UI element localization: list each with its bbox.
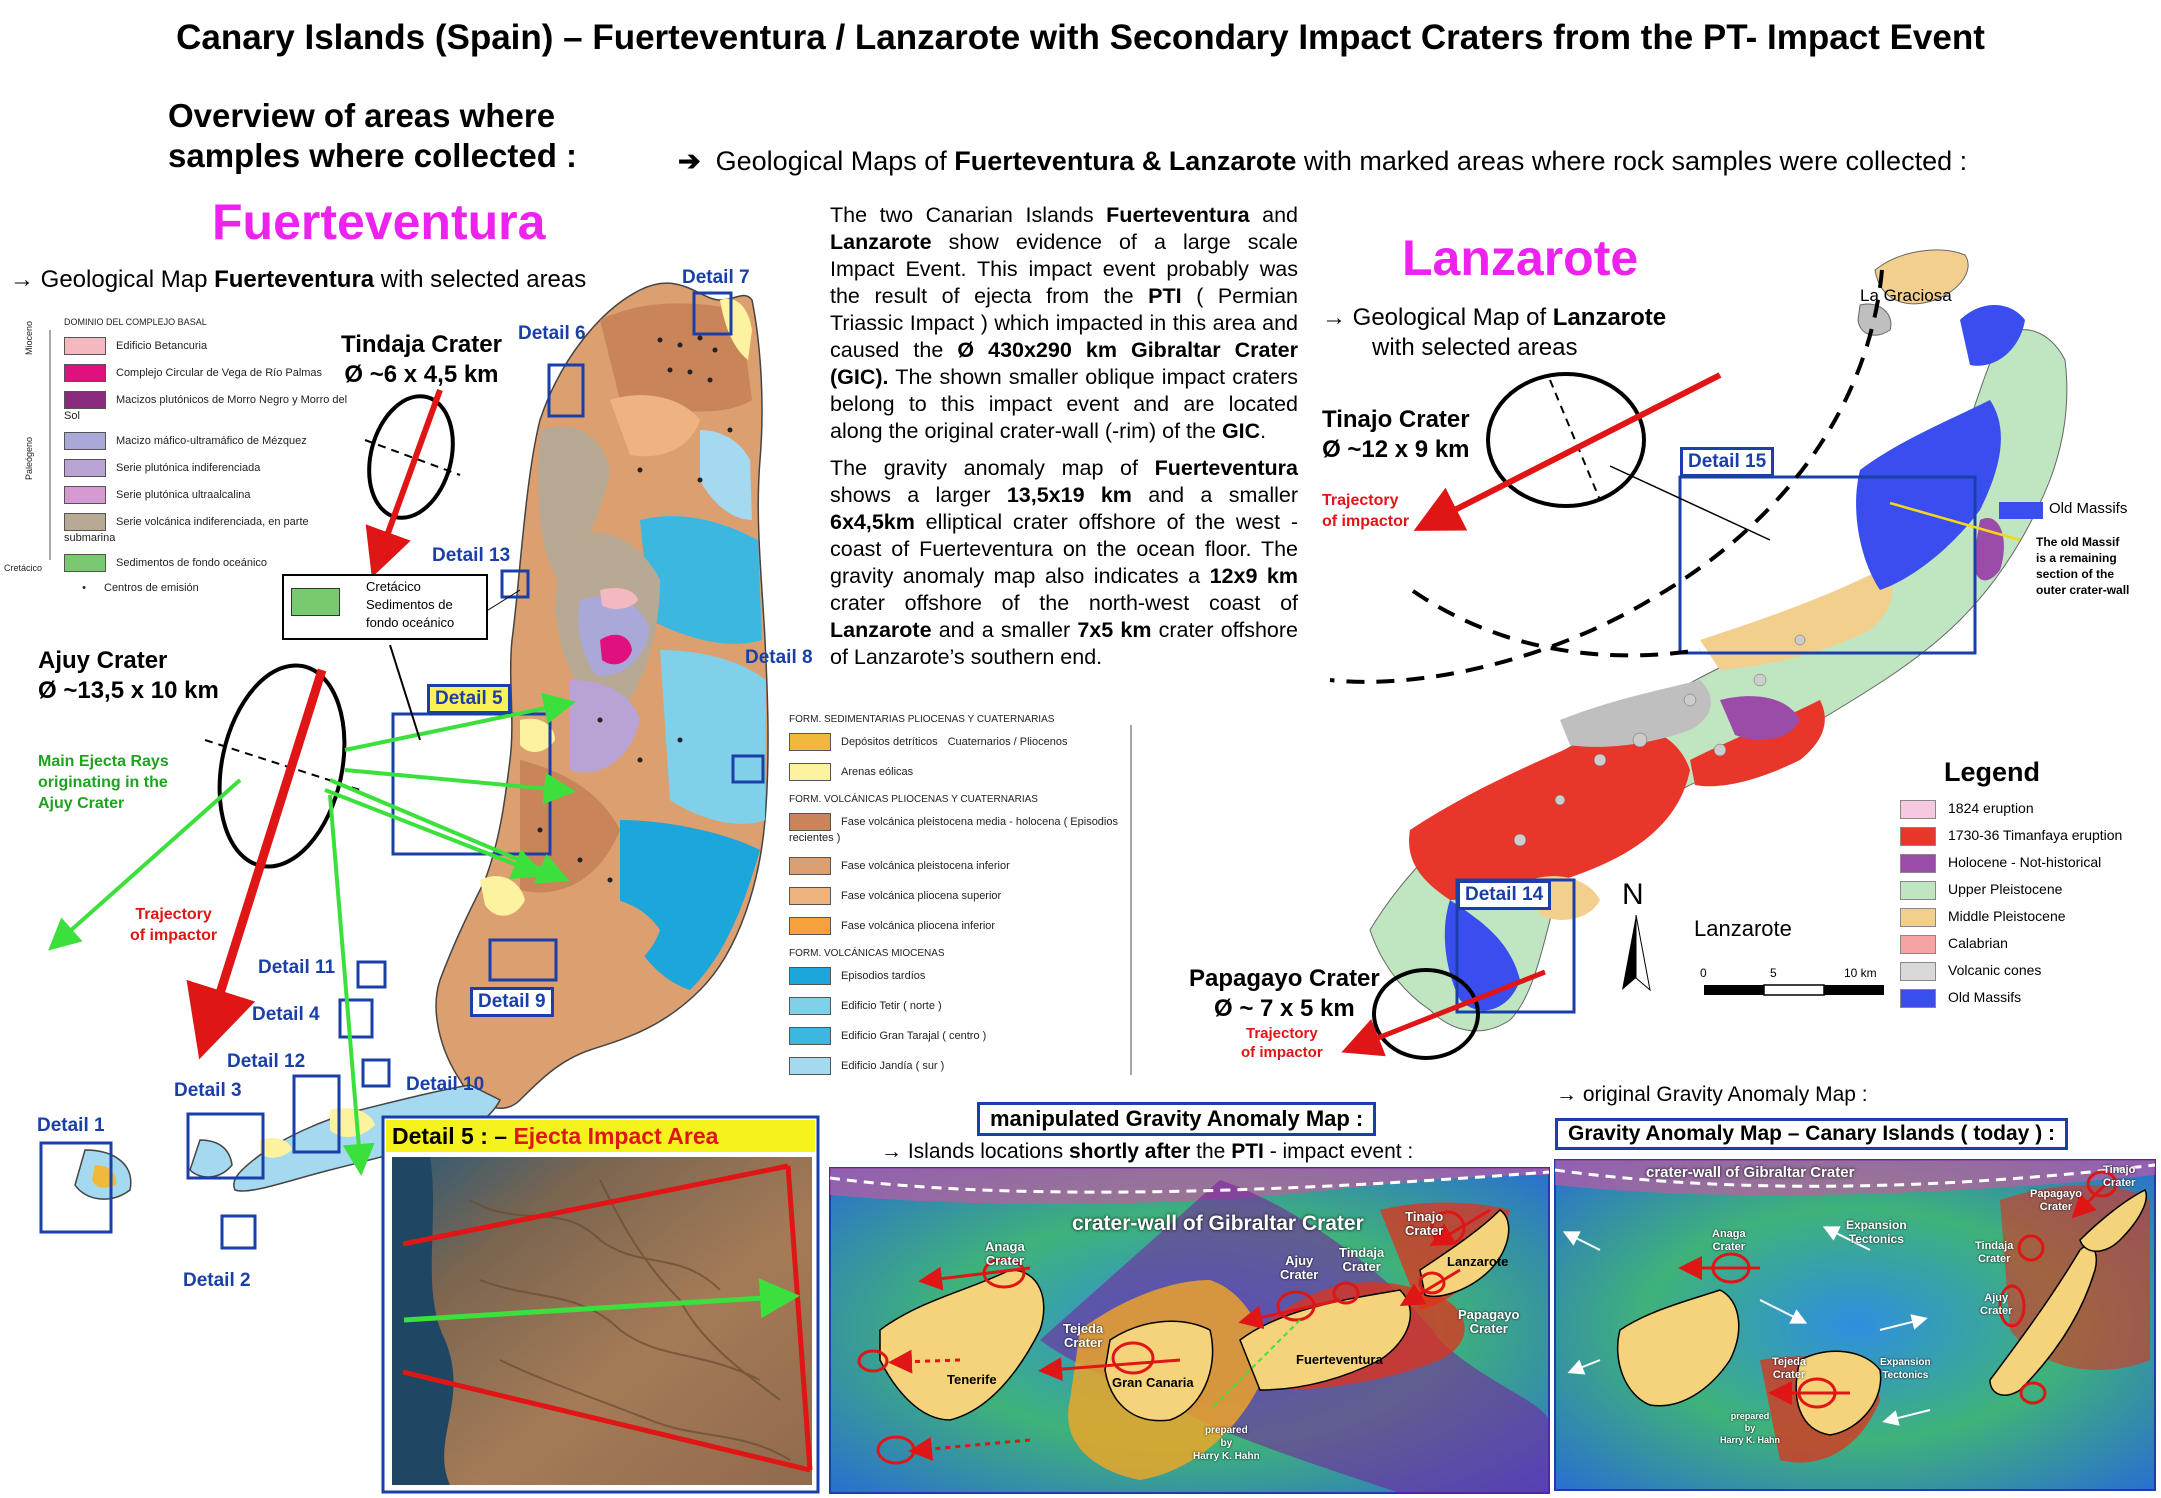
legend-basal-label: Macizo máfico-ultramáfico de Mézquez bbox=[116, 434, 307, 447]
manip-tejeda-label: Tejeda Crater bbox=[1063, 1321, 1104, 1350]
north-label: N bbox=[1622, 878, 1644, 911]
detail-14-label[interactable]: Detail 14 bbox=[1457, 880, 1551, 910]
legend-volcanic-label: Edificio Tetir ( norte ) bbox=[841, 999, 942, 1012]
fuerteventura-map-caption: → Geological Map Fuerteventura with selected areas bbox=[10, 266, 587, 293]
legend-basal-item bbox=[64, 486, 349, 504]
paragraph-1 bbox=[830, 202, 1298, 445]
orig-prepared-by: prepared by Harry K. Hahn bbox=[1720, 1411, 1781, 1445]
detail-12-label[interactable]: Detail 12 bbox=[227, 1051, 306, 1072]
old-massifs-label: Old Massifs bbox=[2049, 500, 2128, 517]
lanzarote-legend-swatch bbox=[1900, 935, 1936, 954]
manip-anaga-label: Anaga Crater bbox=[985, 1239, 1025, 1268]
lanzarote-legend-item bbox=[1900, 930, 2122, 957]
paragraph-segment: The gravity anomaly map of bbox=[830, 456, 1155, 480]
orig-anaga-label: Anaga Crater bbox=[1712, 1228, 1746, 1253]
lanzarote-legend-label: Old Massifs bbox=[1948, 989, 2022, 1005]
geological-maps-caption: ➔ Geological Maps of Fuerteventura & Lanzarote with marked areas where rock samples were collected : bbox=[678, 146, 1968, 176]
legend-volcanic-item bbox=[789, 997, 1119, 1015]
lanzarote-legend-label: Calabrian bbox=[1948, 935, 2008, 951]
manip-crater-wall-label: crater-wall of Gibraltar Crater bbox=[1072, 1212, 1364, 1235]
manip-tenerife-label: Tenerife bbox=[947, 1372, 997, 1387]
ejecta-rays-label: Main Ejecta Rays originating in the Ajuy Crater bbox=[38, 753, 169, 812]
legend-volcanic-swatch bbox=[789, 813, 831, 831]
legend-basal-swatch bbox=[64, 513, 106, 531]
legend-volcanic-item bbox=[789, 967, 1119, 985]
manip-prepared-by: prepared by Harry K. Hahn bbox=[1193, 1425, 1260, 1462]
legend-volcanic-swatch bbox=[789, 967, 831, 985]
orig-papagayo-label: Papagayo Crater bbox=[2030, 1188, 2082, 1213]
legend-basal-item bbox=[64, 513, 349, 545]
paragraph-segment: and bbox=[1249, 203, 1298, 227]
fuerteventura-legend-basal: DOMINIO DEL COMPLEJO BASAL Edificio Betancuria Complejo Circular de Vega de Río Palmas Macizos plutónicos de Morro Negro y Morro del Sol Macizo máfico-ultramáfico de Mézquez Serie plutónica indiferenciada Serie plutónica ultraalcalina Serie volcánica indiferenciada, en parte submarina Sedimentos de fondo oceánico • Centros de emisión bbox=[64, 317, 348, 594]
emission-center-icon: • bbox=[82, 582, 86, 594]
tinajo-trajectory-arrow bbox=[1435, 375, 1720, 520]
legend-volcanic-label: Fase volcánica pliocena superior bbox=[841, 889, 1002, 902]
ajuy-crater-ellipse bbox=[202, 654, 362, 878]
detail5-panel-title: Detail 5 : – Ejecta Impact Area bbox=[386, 1120, 815, 1152]
lanzarote-trajectory-label: Trajectory of impactor bbox=[1322, 492, 1410, 530]
legend-basal-swatch bbox=[64, 364, 106, 382]
paragraph-segment: shows a larger bbox=[830, 483, 1007, 507]
orig-tejeda-label: Tejeda Crater bbox=[1772, 1356, 1807, 1381]
lanzarote-legend-item bbox=[1900, 903, 2122, 930]
manip-tinajo-label: Tinajo Crater bbox=[1405, 1209, 1444, 1238]
legend-basal-label: Serie plutónica ultraalcalina bbox=[116, 488, 251, 501]
paragraph-segment: and a smaller bbox=[1131, 483, 1298, 507]
scale-bar-segment-2 bbox=[1764, 985, 1824, 995]
tinajo-crater-label: Tinajo Crater Ø ~12 x 9 km bbox=[1322, 406, 1470, 463]
legend-volcanic-label: Episodios tardíos bbox=[841, 969, 926, 982]
detail-2-label[interactable]: Detail 2 bbox=[183, 1270, 251, 1291]
orig-expansion-label-1: Expansion Tectonics bbox=[1846, 1218, 1907, 1246]
page-title: Canary Islands (Spain) – Fuerteventura / Lanzarote with Secondary Impact Craters from the PT- Impact Event bbox=[176, 18, 1985, 57]
legend-volcanic-item bbox=[789, 763, 1119, 781]
lanzarote-legend-item bbox=[1900, 957, 2122, 984]
legend-volcanic-label: Edificio Jandía ( sur ) bbox=[841, 1059, 945, 1072]
old-massif-note: The old Massif is a remaining section of the outer crater-wall bbox=[2036, 535, 2130, 597]
legend-volcanic-item bbox=[789, 1057, 1119, 1075]
lanzarote-legend bbox=[1900, 795, 2122, 1011]
original-gravity-title: Gravity Anomaly Map – Canary Islands ( today ) : bbox=[1555, 1118, 2068, 1150]
paragraph-segment: and a smaller bbox=[931, 618, 1078, 642]
lanzarote-legend-label: Volcanic cones bbox=[1948, 962, 2042, 978]
paragraph-segment: ( Permian Triassic Impact ) which impacted in this area and caused the bbox=[830, 284, 1298, 362]
paragraph-segment: 13,5x19 km bbox=[1006, 483, 1132, 507]
legend-group-mioceno: Mioceno bbox=[24, 320, 34, 355]
overview-line-2: samples where collected : bbox=[168, 137, 578, 174]
legend-volcanic-extra: Cuaternarios / Pliocenos bbox=[947, 735, 1068, 748]
paragraph-segment: Fuerteventura bbox=[1106, 203, 1250, 227]
detail-9-label[interactable]: Detail 9 bbox=[470, 987, 554, 1017]
lanzarote-legend-swatch bbox=[1900, 827, 1936, 846]
lanzarote-legend-item bbox=[1900, 984, 2122, 1011]
manipulated-gravity-title: manipulated Gravity Anomaly Map : bbox=[977, 1102, 1376, 1136]
detail-13-label[interactable]: Detail 13 bbox=[432, 545, 511, 566]
detail-7-label[interactable]: Detail 7 bbox=[682, 267, 750, 288]
original-gravity-caption: → original Gravity Anomaly Map : bbox=[1556, 1083, 1868, 1106]
legend-basal-item bbox=[64, 432, 349, 450]
legend-basal-label: Serie volcánica indiferenciada, en parte submarina bbox=[64, 515, 309, 544]
lanzarote-legend-item bbox=[1900, 795, 2122, 822]
legend-basal-swatch bbox=[64, 391, 106, 409]
impact-description bbox=[830, 202, 1298, 681]
paragraph-segment: 7x5 km bbox=[1077, 618, 1152, 642]
legend-volcanic-swatch bbox=[789, 917, 831, 935]
legend-basal-label: Complejo Circular de Vega de Río Palmas bbox=[116, 366, 323, 379]
manip-fuerteventura-label: Fuerteventura bbox=[1296, 1352, 1383, 1367]
lanzarote-legend-title: Legend bbox=[1944, 757, 2041, 787]
scale-label-10km: 10 km bbox=[1844, 966, 1877, 980]
detail-6-label[interactable]: Detail 6 bbox=[518, 323, 586, 344]
legend-basal-label: Edificio Betancuria bbox=[116, 339, 208, 352]
legend-basal-swatch bbox=[64, 554, 106, 572]
legend-volcanic-item bbox=[789, 1027, 1119, 1045]
orig-expansion-label-2: Expansion Tectonics bbox=[1880, 1357, 1931, 1381]
lanzarote-legend-swatch bbox=[1900, 962, 1936, 981]
lanzarote-legend-swatch bbox=[1900, 800, 1936, 819]
manip-tindaja-label: Tindaja Crater bbox=[1339, 1245, 1385, 1274]
lanzarote-legend-item bbox=[1900, 849, 2122, 876]
lanzarote-map-caption: → Geological Map of Lanzarote with selected areas bbox=[1322, 304, 1667, 361]
legend-volcanic-swatch bbox=[789, 1057, 831, 1075]
legend-group-paleogeno: Paleógeno bbox=[24, 436, 34, 480]
legend-volcanic-item bbox=[789, 733, 1119, 751]
scale-label-0: 0 bbox=[1700, 966, 1707, 980]
ajuy-crater-label: Ajuy Crater Ø ~13,5 x 10 km bbox=[38, 647, 219, 704]
paragraph-segment: Ø 430x290 km Gibraltar Crater (GIC). bbox=[830, 338, 1298, 389]
scale-bar-segment-1 bbox=[1704, 985, 1764, 995]
manip-lanzarote-label: Lanzarote bbox=[1447, 1254, 1509, 1269]
lanzarote-legend-label: Upper Pleistocene bbox=[1948, 881, 2063, 897]
paragraph-segment: crater offshore of Lanzarote’s southern end. bbox=[830, 618, 1299, 669]
legend-basal-item bbox=[64, 364, 349, 382]
paragraph-segment: elliptical crater offshore of the west -coast of Fuerteventura on the ocean floor. The gravity anomaly map also indicates a bbox=[830, 510, 1298, 588]
old-massifs-swatch bbox=[1999, 502, 2043, 519]
la-graciosa-label: La Graciosa bbox=[1860, 286, 1952, 305]
lanzarote-legend-swatch bbox=[1900, 854, 1936, 873]
paragraph-segment: . bbox=[1260, 419, 1267, 443]
scale-bar-segment-3 bbox=[1824, 985, 1884, 995]
paragraph-2 bbox=[830, 455, 1298, 671]
orig-tinajo-label: Tinajo Crater bbox=[2103, 1164, 2136, 1189]
paragraph-segment: The two Canarian Islands bbox=[830, 203, 1107, 227]
legend-basal-item bbox=[64, 391, 349, 423]
detail-3-label[interactable]: Detail 3 bbox=[174, 1080, 242, 1101]
orig-crater-wall-label: crater-wall of Gibraltar Crater bbox=[1646, 1164, 1855, 1181]
paragraph-segment: The shown smaller oblique impact craters belong to this impact event and are located along the original crater-wall (-rim) of the bbox=[830, 365, 1298, 443]
detail-5-label[interactable]: Detail 5 bbox=[427, 684, 511, 714]
paragraph-segment: PTI bbox=[1148, 284, 1182, 308]
orig-tindaja-label: Tindaja Crater bbox=[1975, 1240, 2014, 1265]
overview-line-1: Overview of areas where bbox=[168, 97, 556, 134]
paragraph-segment: Fuerteventura bbox=[1154, 456, 1298, 480]
legend-volcanic-swatch bbox=[789, 887, 831, 905]
paragraph-segment: 6x4,5km bbox=[830, 510, 915, 534]
lanzarote-legend-item bbox=[1900, 822, 2122, 849]
tindaja-crater-label: Tindaja Crater Ø ~6 x 4,5 km bbox=[341, 331, 502, 388]
legend-basal-label: Sedimentos de fondo oceánico bbox=[116, 556, 268, 569]
legend-basal-swatch bbox=[64, 486, 106, 504]
right-arrow-icon: ➔ bbox=[678, 146, 701, 176]
orig-ajuy-label: Ajuy Crater bbox=[1980, 1292, 2013, 1317]
paragraph-segment: Lanzarote bbox=[830, 230, 932, 254]
overview-heading bbox=[168, 96, 577, 176]
lanzarote-legend-swatch bbox=[1900, 908, 1936, 927]
detail-8-label[interactable]: Detail 8 bbox=[745, 647, 813, 668]
manip-gran-canaria-label: Gran Canaria bbox=[1112, 1375, 1194, 1390]
lanzarote-legend-swatch bbox=[1900, 881, 1936, 900]
detail5-satellite-panel bbox=[383, 1117, 818, 1492]
detail-15-label[interactable]: Detail 15 bbox=[1680, 447, 1774, 477]
lanzarote-map-name: Lanzarote bbox=[1694, 916, 1792, 941]
legend-volcanic-swatch bbox=[789, 1027, 831, 1045]
paragraph-segment: GIC bbox=[1221, 419, 1261, 443]
manip-papagayo-label: Papagayo Crater bbox=[1458, 1307, 1520, 1336]
legend-volcanic-item bbox=[789, 917, 1119, 935]
detail-4-label[interactable]: Detail 4 bbox=[252, 1004, 320, 1025]
legend-volcanic-swatch bbox=[789, 763, 831, 781]
fuerteventura-legend-volcanic: FORM. SEDIMENTARIAS PLIOCENAS Y CUATERNARIAS Depósitos detríticos Cuaternarios / Pliocenos Arenas eólicas FORM. VOLCÁNICAS PLIOCENAS Y CUATERNARIAS Fase volcánica pleistocena media - holocena ( Episodios recientes ) Fase volcánica pleistocena inferior Fase volcánica pliocena superior Fase volcánica pliocena inferior FORM. VOLCÁNICAS MIOCENAS Episodios tardíos Edificio Tetir ( norte ) Edificio Gran Tarajal ( centro ) Edificio Jandía ( sur ) bbox=[789, 713, 1119, 1087]
papagayo-crater-label: Papagayo Crater Ø ~ 7 x 5 km bbox=[1189, 965, 1380, 1022]
legend-volcanic-label: Edificio Gran Tarajal ( centro ) bbox=[841, 1029, 987, 1042]
lanzarote-legend-label: Middle Pleistocene bbox=[1948, 908, 2066, 924]
legend-volcanic-label: Arenas eólicas bbox=[841, 765, 914, 778]
lanzarote-legend-label: Holocene - Not-historical bbox=[1948, 854, 2102, 870]
lanzarote-heading: Lanzarote bbox=[1402, 230, 1639, 286]
tinajo-crater-ellipse bbox=[1488, 374, 1644, 506]
paragraph-segment: show evidence of a large scale Impact Event. This impact event probably was the result of ejecta from the bbox=[830, 230, 1298, 308]
paragraph-segment: 12x9 km bbox=[1209, 564, 1298, 588]
legend-volcanic-item bbox=[789, 887, 1119, 905]
fuerteventura-heading: Fuerteventura bbox=[212, 194, 546, 250]
legend-volcanic-label: Fase volcánica pleistocena inferior bbox=[841, 859, 1010, 872]
detail-11-label[interactable]: Detail 11 bbox=[258, 957, 336, 978]
legend-basal-swatch bbox=[64, 337, 106, 355]
legend-group-cretacico: Cretácico bbox=[4, 563, 43, 573]
legend-basal-label: Serie plutónica indiferenciada bbox=[116, 461, 261, 474]
legend-basal-swatch bbox=[64, 432, 106, 450]
legend-volcanic-item bbox=[789, 857, 1119, 875]
lanzarote-legend-item bbox=[1900, 876, 2122, 903]
lanzarote-legend-label: 1824 eruption bbox=[1948, 800, 2034, 816]
legend-volcanic-label: Fase volcánica pleistocena media - holocena ( Episodios recientes ) bbox=[789, 815, 1118, 844]
detail-1-label[interactable]: Detail 1 bbox=[37, 1115, 105, 1136]
detail-10-label[interactable]: Detail 10 bbox=[406, 1074, 485, 1095]
legend-volcanic-label: Fase volcánica pliocena inferior bbox=[841, 919, 996, 932]
fuerteventura-trajectory-label: Trajectory of impactor bbox=[130, 906, 218, 944]
manip-ajuy-label: Ajuy Crater bbox=[1280, 1253, 1319, 1282]
scale-label-5: 5 bbox=[1770, 966, 1777, 980]
manipulated-gravity-subtitle: → Islands locations shortly after the PTI - impact event : bbox=[881, 1140, 1414, 1163]
legend-volcanic-swatch bbox=[789, 857, 831, 875]
paragraph-segment: crater offshore of the north-west coast of bbox=[830, 591, 1298, 615]
lanzarote-legend-label: 1730-36 Timanfaya eruption bbox=[1948, 827, 2123, 843]
papagayo-trajectory-label: Trajectory of impactor bbox=[1241, 1025, 1323, 1061]
legend-basal-label: Macizos plutónicos de Morro Negro y Morro del Sol bbox=[64, 393, 348, 422]
legend-basal-item bbox=[64, 337, 349, 355]
paragraph-segment: Lanzarote bbox=[830, 618, 932, 642]
legend-basal-item bbox=[64, 459, 349, 477]
legend-volcanic-item bbox=[789, 813, 1119, 845]
legend-volcanic-swatch bbox=[789, 997, 831, 1015]
lanzarote-legend-swatch bbox=[1900, 989, 1936, 1008]
legend-volcanic-label: Depósitos detríticos bbox=[841, 735, 938, 748]
legend-volcanic-swatch bbox=[789, 733, 831, 751]
legend-basal-swatch bbox=[64, 459, 106, 477]
cretacico-swatch bbox=[291, 588, 340, 616]
cretacico-callout: Cretácico Sedimentos de fondo oceánico bbox=[282, 574, 488, 640]
legend-basal-item bbox=[64, 554, 349, 572]
